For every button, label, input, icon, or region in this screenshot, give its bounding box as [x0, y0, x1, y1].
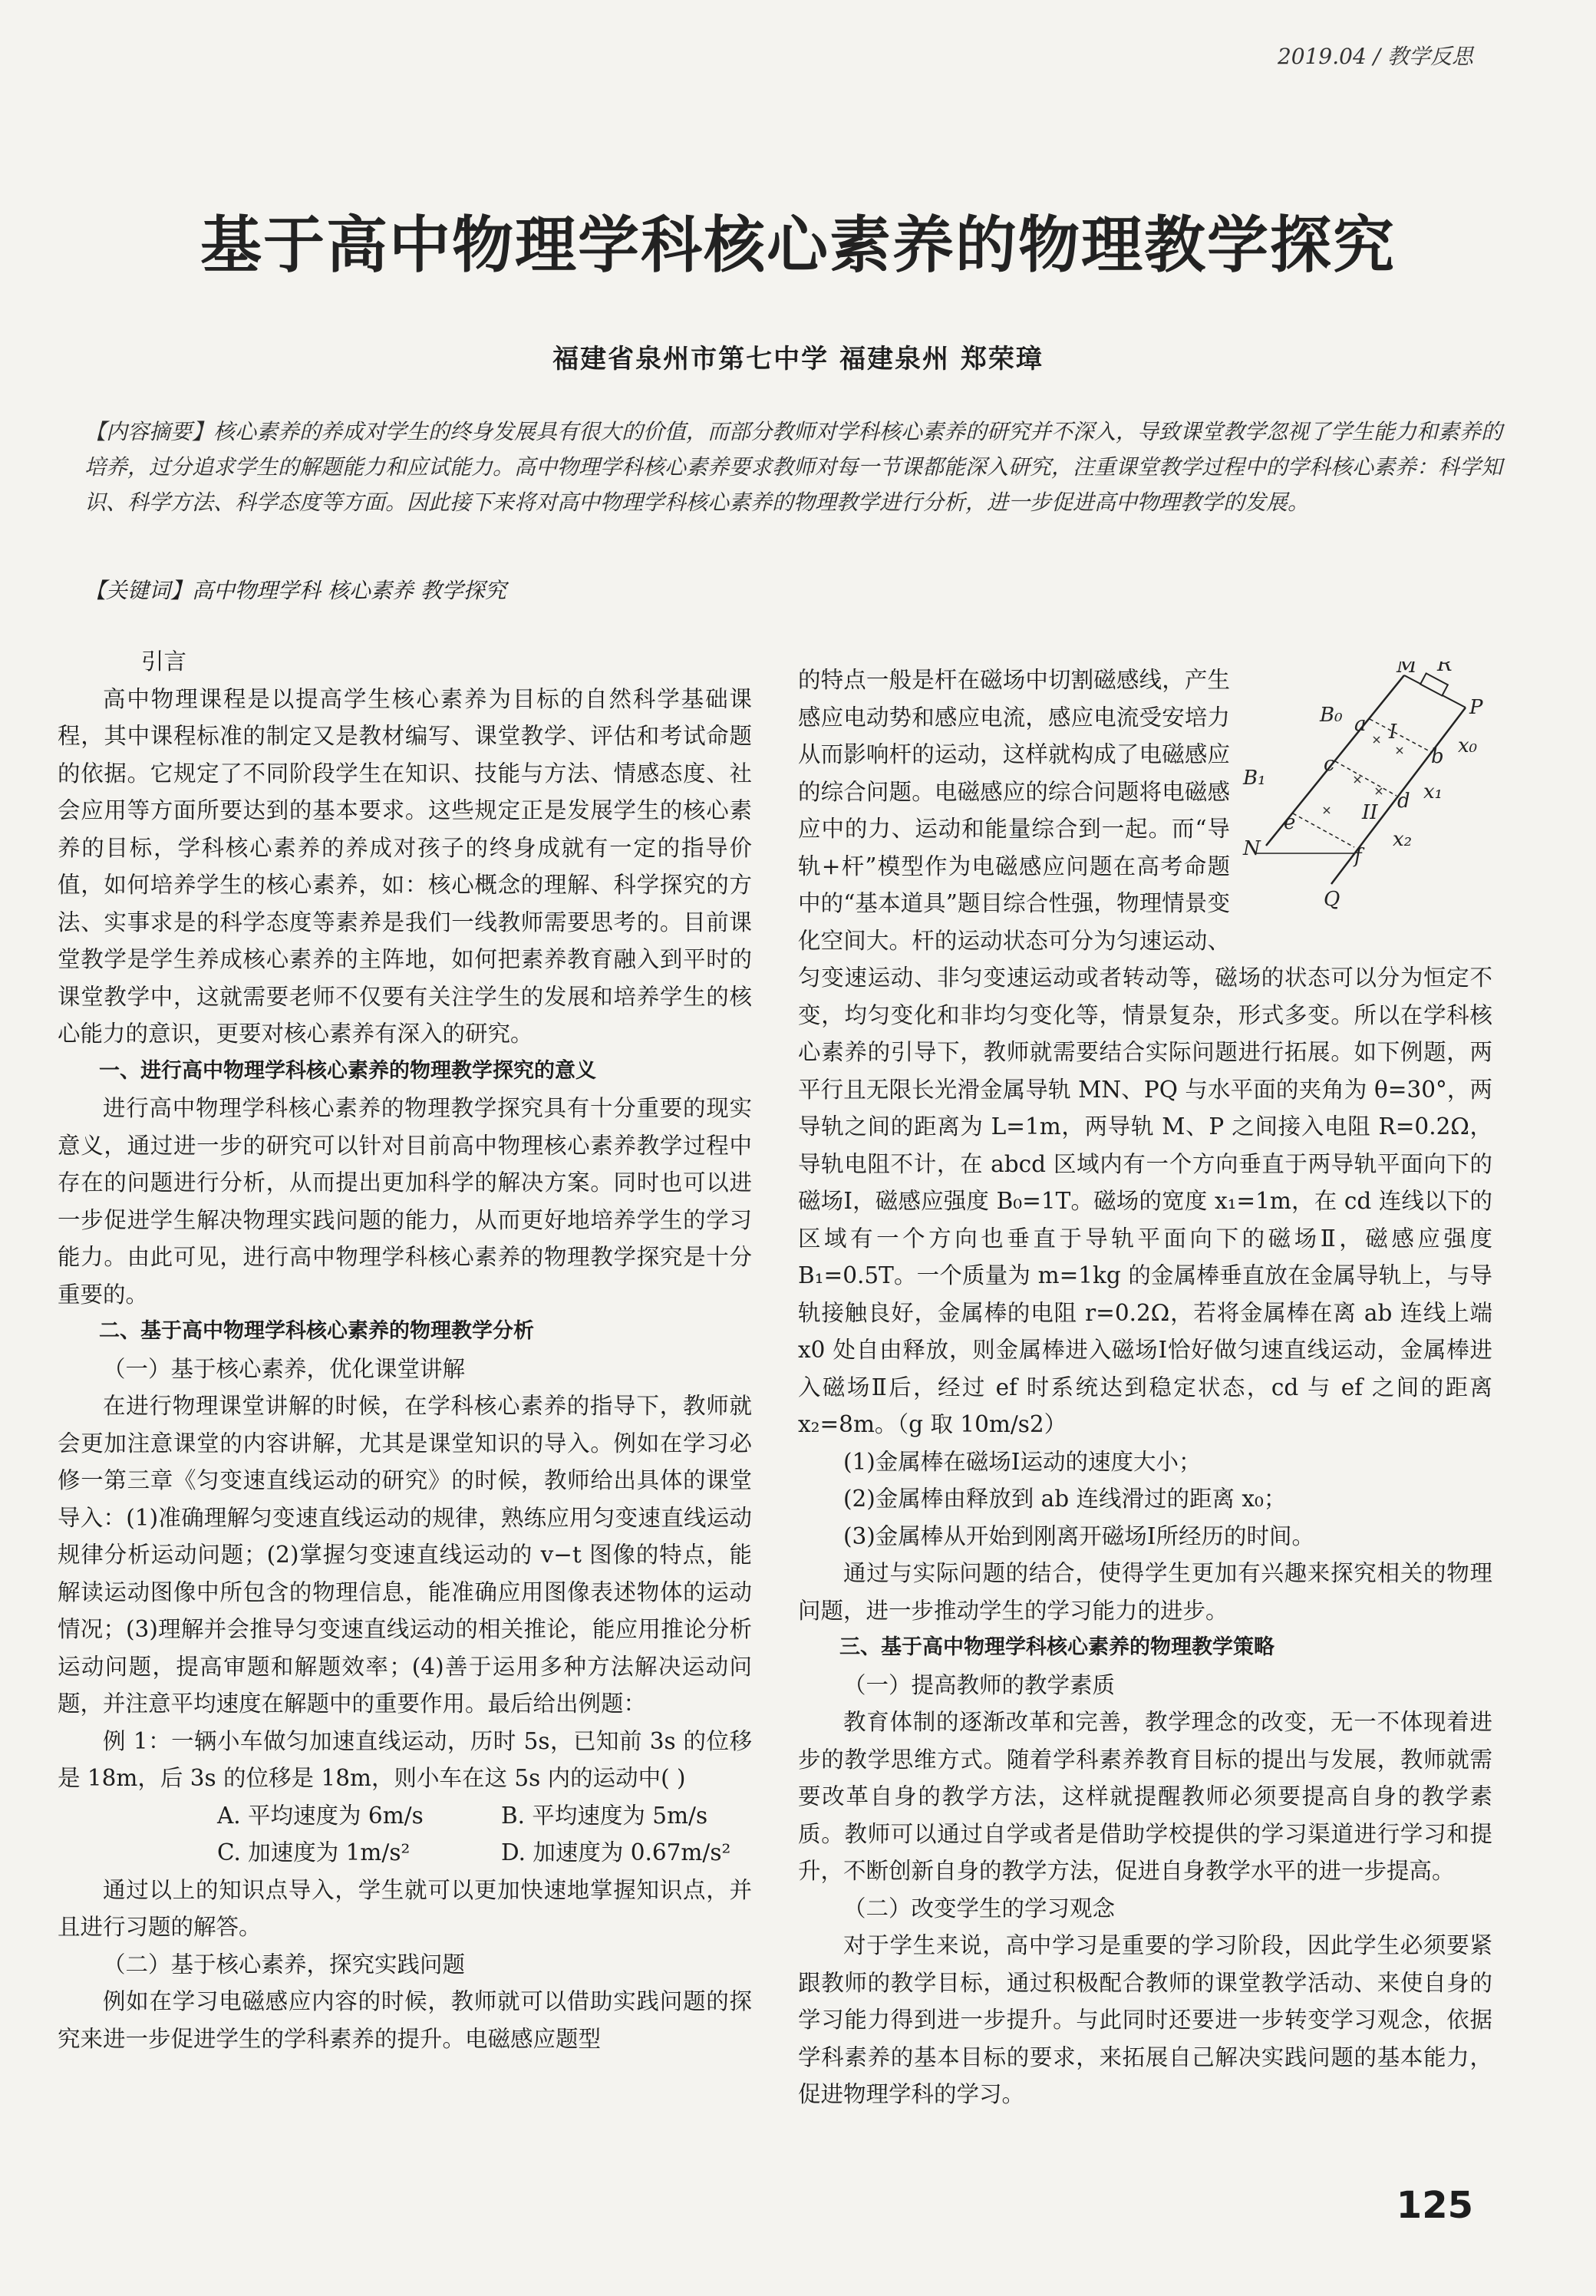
section2-paragraph2: 通过以上的知识点导入，学生就可以更加快速地掌握知识点，并且进行习题的解答。 [58, 1876, 752, 1940]
label-d: d [1397, 790, 1410, 813]
intro-paragraph: 高中物理课程是以提高学生核心素养为目标的自然科学基础课程，其中课程标准的制定又是教材编写、课堂教学、评估和考试命题的依据。它规定了不同阶段学生在知识、技能与方法、情感态度、社会应用等方面所要达到的基本要求。这些规定正是发展学生的核心素养的目标，学科核心素养的养成对孩子的终身成就有一定的指导价值，如何培养学生的核心素养，如：核心概念的理解、科学探究的方法、实事求是的科学态度等素养是我们一线教师需要思考的。目前课堂教学是学生养成核心素养的主阵地，如何把素养教育融入到平时的课堂教学中，这就需要老师不仅要有关注学生的发展和培养学生的核心能力的意识，更要对核心素养有深入的研究。 [58, 685, 752, 1047]
line-ef [1293, 813, 1354, 847]
section3-sub2-heading: （二）改变学生的学习观念 [843, 1895, 1116, 1922]
label-x2: x₂ [1393, 828, 1413, 851]
left-column [58, 643, 752, 2057]
abstract: 【内容摘要】核心素养的养成对学生的终身发展具有很大的价值，而部分教师对学科核心素养的研究并不深入，导致课堂教学忽视了学生能力和素养的培养，过分追求学生的解题能力和应试能力。高中物理学科核心素养要求教师对每一节课都能深入研究，注重课堂教学过程中的学科核心素养：科学知识、科学方法、科学态度等方面。因此接下来将对高中物理学科核心素养的物理教学进行分析，进一步促进高中物理教学的发展。 [84, 419, 1503, 515]
label-r: R [1437, 661, 1453, 676]
label-q: Q [1324, 888, 1340, 911]
article-title: 基于高中物理学科核心素养的物理教学探究 [200, 209, 1396, 281]
option-d: D. 加速度为 0.67m/s² [501, 1839, 731, 1866]
section2-sub2-heading: （二）基于核心素养，探究实践问题 [103, 1951, 466, 1978]
label-p: P [1469, 696, 1483, 719]
section1-heading: 一、进行高中物理学科核心素养的物理教学探究的意义 [99, 1058, 596, 1083]
label-region-2: II [1362, 801, 1378, 824]
section2-sub1-heading: （一）基于核心素养，优化课堂讲解 [103, 1355, 466, 1382]
right-paragraph2: 通过与实际问题的结合，使得学生更加有兴趣来探究相关的物理问题，进一步推动学生的学习能力的进步。 [798, 1560, 1492, 1624]
label-x0: x₀ [1458, 734, 1478, 757]
question3: (3)金属棒从开始到刚离开磁场Ⅰ所经历的时间。 [843, 1522, 1314, 1549]
line-ab [1370, 719, 1431, 752]
example1: 例 1：一辆小车做匀加速直线运动，历时 5s，已知前 3s 的位移是 18m，后 3s 的位移是 18m，则小车在这 5s 内的运动中( ) [58, 1727, 752, 1791]
option-b: B. 平均速度为 5m/s [501, 1802, 708, 1829]
label-e: e [1284, 811, 1296, 834]
running-header: 2019.04 / 教学反思 [1277, 44, 1473, 69]
section3-paragraph1: 教育体制的逐渐改革和完善，教学理念的改变，无一不体现着进步的教学思维方式。随着学科素养教育目标的提出与发展，教师就需要改革自身的教学方法，这样就提醒教师必须要提高自身的教学素质。教师可以通过自学或者是借助学校提供的学习渠道进行学习和提升，不断创新自身的教学方法，促进自身教学水平的进一步提高。 [798, 1709, 1492, 1884]
author-line: 福建省泉州市第七中学 福建泉州 郑荣璋 [552, 344, 1044, 374]
label-m: M [1396, 661, 1417, 678]
rail-diagram-svg [1239, 661, 1492, 922]
resistor [1420, 673, 1448, 695]
line-cd [1335, 761, 1396, 796]
section2-paragraph1: 在进行物理课堂讲解的时候，在学科核心素养的指导下，教师就会更加注意课堂的内容讲解，尤其是课堂知识的导入。例如在学习必修一第三章《匀变速直线运动的研究》的时候，教师给出具体的课堂导入：(1)准确理解匀变速直线运动的规律，熟练应用匀变速直线运动规律分析运动问题；(2)掌握匀变速直线运动的 v−t 图像的特点，能解读运动图像中所包含的物理信息，能准确应用图像表述物体的运动情况；(3)理解并会推导匀变速直线运动的相关推论，能应用推论分析运动问题，提高审题和解题效率；(4)善于运用多种方法解决运动问题，并注意平均速度在解题中的重要作用。最后给出例题： [58, 1393, 752, 1717]
right-column [798, 661, 1492, 2113]
label-b0: B₀ [1320, 704, 1343, 727]
question1: (1)金属棒在磁场Ⅰ运动的速度大小； [843, 1448, 1202, 1475]
label-f: f [1354, 845, 1362, 868]
option-c: C. 加速度为 1m/s² [217, 1839, 411, 1866]
rail-diagram [1239, 661, 1492, 922]
label-region-1: I [1389, 721, 1397, 744]
options-row2 [58, 1834, 752, 1872]
label-b1: B₁ [1243, 767, 1266, 790]
label-n: N [1243, 837, 1261, 860]
section3-sub1-heading: （一）提高教师的教学素质 [843, 1671, 1116, 1698]
section3-heading: 三、基于高中物理学科核心素养的物理教学策略 [839, 1635, 1274, 1659]
section1-paragraph: 进行高中物理学科核心素养的物理教学探究具有十分重要的现实意义，通过进一步的研究可以针对目前高中物理核心素养教学过程中存在的问题进行分析，从而提出更加科学的解决方案。同时也可以进一步促进学生解决物理实践问题的能力，从而更好地培养学生的学习能力。由此可见，进行高中物理学科核心素养的物理教学探究是十分重要的。 [58, 1095, 752, 1308]
section2-paragraph3: 例如在学习电磁感应内容的时候，教师就可以借助实践问题的探究来进一步促进学生的学科素养的提升。电磁感应题型 [58, 1988, 752, 2052]
intro-heading: 引言 [141, 648, 187, 675]
options-row1 [58, 1797, 752, 1835]
option-a: A. 平均速度为 6m/s [217, 1802, 424, 1829]
keywords: 【关键词】高中物理学科 核心素养 教学探究 [84, 578, 506, 603]
label-a: a [1354, 713, 1367, 736]
label-b: b [1431, 745, 1444, 768]
page-number: 125 [1396, 2184, 1473, 2227]
label-c: c [1324, 753, 1335, 776]
label-x1: x₁ [1423, 780, 1443, 803]
section2-heading: 二、基于高中物理学科核心素养的物理教学分析 [99, 1319, 534, 1343]
right-paragraph1: 的特点一般是杆在磁场中切割磁感线，产生感应电动势和感应电流，感应电流受安培力从而影响杆的运动，这样就构成了电磁感应的综合问题。电磁感应的综合问题将电磁感应中的力、运动和能量综合到一起。而“导轨+杆”模型作为电磁感应问题在高考命题中的“基本道具”题目综合性强，物理情景变化空间大。杆的运动状态可分为匀速运动、匀变速运动、非匀变速运动或者转动等，磁场的状态可以分为恒定不变，均匀变化和非均匀变化等，情景复杂，形式多变。所以在学科核心素养的引导下，教师就需要结合实际问题进行拓展。如下例题，两平行且无限长光滑金属导轨 MN、PQ 与水平面的夹角为 θ=30°，两导轨之间的距离为 L=1m，两导轨 M、P 之间接入电阻 R=0.2Ω，导轨电阻不计，在 abcd 区域内有一个方向垂直于两导轨平面向下的磁场Ⅰ，磁感应强度 B₀=1T。磁场的宽度 x₁=1m，在 cd 连线以下的区域有一个方向也垂直于导轨平面向下的磁场Ⅱ，磁感应强度 B₁=0.5T。一个质量为 m=1kg 的金属棒垂直放在金属导轨上，与导轨接触良好，金属棒的电阻 r=0.2Ω，若将金属棒在离 ab 连线上端 x0 处自由释放，则金属棒进入磁场Ⅰ恰好做匀速直线运动，金属棒进入磁场Ⅱ后，经过 ef 时系统达到稳定状态，cd 与 ef 之间的距离 x₂=8m。（g 取 10m/s2） [798, 667, 1492, 1437]
section3-paragraph2: 对于学生来说，高中学习是重要的学习阶段，因此学生必须要紧跟教师的教学目标，通过积极配合教师的课堂教学活动、来使自身的学习能力得到进一步提升。与此同时还要进一步转变学习观念，依据学科素养的基本目标的要求，来拓展自己解决实践问题的基本能力，促进物理学科的学习。 [798, 1932, 1492, 2107]
question2: (2)金属棒由释放到 ab 连线滑过的距离 x₀； [843, 1486, 1287, 1512]
